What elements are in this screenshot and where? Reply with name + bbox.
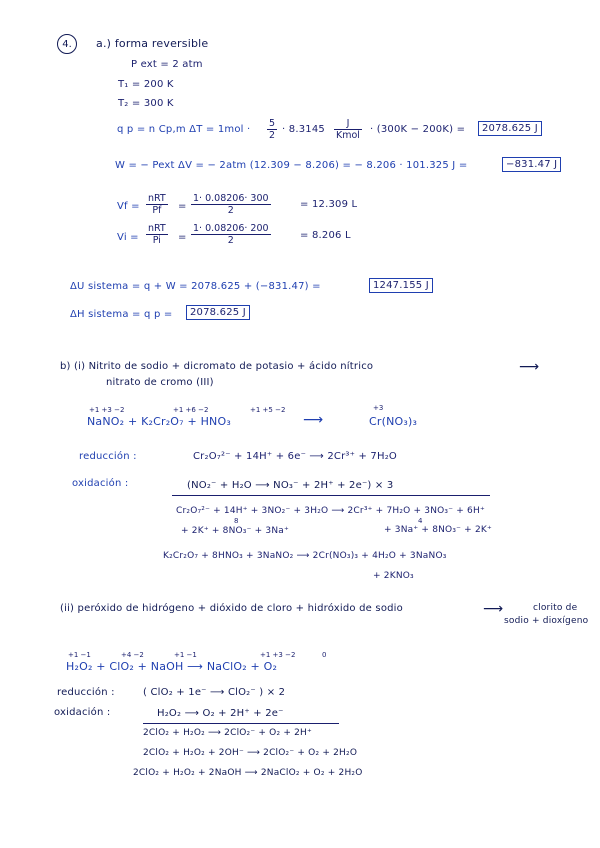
oxidation-equation: (NO₂⁻ + H₂O ⟶ NO₃⁻ + 2H⁺ + 2e⁻) × 3 <box>187 480 394 491</box>
t2-line: T₂ = 300 K <box>118 98 174 109</box>
vi-den2: 2 <box>227 235 234 246</box>
vf-frac2 <box>191 193 271 216</box>
part-b-i-title: b) (i) Nitrito de sodio + dicromato de potasio + ácido nítrico <box>60 361 374 372</box>
final-equation-1: K₂Cr₂O₇ + 8HNO₃ + 3NaNO₂ ⟶ 2Cr(NO₃)₃ + 4H₂O + 3NaNO₃ <box>163 551 447 561</box>
part-b-ii-title-r1: clorito de <box>533 603 578 613</box>
qp-unit <box>334 118 362 141</box>
problem-number <box>57 34 77 54</box>
ox2-o2: 0 <box>322 651 327 659</box>
reduction-label: reducción : <box>79 451 137 462</box>
sum-equation: Cr₂O₇²⁻ + 14H⁺ + 3NO₂⁻ + 3H₂O ⟶ 2Cr³⁺ + 7H₂O + 3NO₃⁻ + 6H⁺ <box>176 506 485 516</box>
sum2-line-3: 2ClO₂ + H₂O₂ + 2NaOH ⟶ 2NaClO₂ + O₂ + 2H₂O <box>133 768 363 778</box>
qp-tail: · (300K − 200K) = <box>370 124 466 135</box>
reduction2-equation: ( ClO₂ + 1e⁻ ⟶ ClO₂⁻ ) × 2 <box>143 687 286 698</box>
vi-result: = 8.206 L <box>300 230 351 241</box>
sum-under-4: 4 <box>418 517 423 525</box>
part-b-i-arrow: ⟶ <box>519 359 540 375</box>
pext-line: P ext = 2 atm <box>131 59 203 70</box>
w-result: −831.47 J <box>502 157 561 172</box>
vf-result: = 12.309 L <box>300 199 358 210</box>
qp-frac-num: 5 <box>269 118 276 129</box>
qp-unit-den: Kmol <box>336 130 360 141</box>
sum2-line-2: 2ClO₂ + H₂O₂ + 2OH⁻ ⟶ 2ClO₂⁻ + O₂ + 2H₂O <box>143 748 358 758</box>
ox2-h2o2: +1 −1 <box>68 651 91 659</box>
vi-frac2 <box>191 223 271 246</box>
final-equation-1b: + 2KNO₃ <box>373 571 414 581</box>
sum2-line-1: 2ClO₂ + H₂O₂ ⟶ 2ClO₂⁻ + O₂ + 2H⁺ <box>143 728 312 738</box>
part-b-ii-title: (ii) peróxido de hidrógeno + dióxido de cloro + hidróxido de sodio <box>60 603 403 614</box>
part-b-ii-arrow: ⟶ <box>483 601 504 617</box>
qp-equation: q p = n Cp,m ΔT = 1mol · <box>117 124 251 135</box>
ox2-naclo2: +1 +3 −2 <box>260 651 296 659</box>
spectator-right: + 3Na⁺ + 8NO₃⁻ + 2K⁺ <box>384 525 492 535</box>
ox-states-k2cr2o7: +1 +6 −2 <box>173 406 209 414</box>
part-b-i-title2: nitrato de cromo (III) <box>106 377 214 388</box>
qp-result: 2078.625 J <box>478 121 542 136</box>
eq2: H₂O₂ + ClO₂ + NaOH ⟶ NaClO₂ + O₂ <box>66 660 278 673</box>
reduction2-label: reducción : <box>57 687 115 698</box>
vf-den2: 2 <box>227 205 234 216</box>
equals-sign: = <box>178 201 187 212</box>
ox2-clo2: +4 −2 <box>121 651 144 659</box>
eq1-reactants: NaNO₂ + K₂Cr₂O₇ + HNO₃ <box>87 415 231 428</box>
qp-mid: · 8.3145 <box>282 124 325 135</box>
sum-under-8: 8 <box>234 517 239 525</box>
reduction-equation: Cr₂O₇²⁻ + 14H⁺ + 6e⁻ ⟶ 2Cr³⁺ + 7H₂O <box>193 451 397 462</box>
part-b-ii-title-r2: sodio + dioxígeno <box>504 616 589 626</box>
ox-states-nano2: +1 +3 −2 <box>89 406 125 414</box>
dh-result: 2078.625 J <box>186 305 250 320</box>
qp-frac-den: 2 <box>269 130 276 141</box>
vi-den1: Pi <box>152 235 161 246</box>
oxidation-label: oxidación : <box>72 478 129 489</box>
sum-line <box>172 495 490 496</box>
ox2-naoh: +1 −1 <box>174 651 197 659</box>
part-a-title: a.) forma reversible <box>96 37 209 50</box>
sum2-line <box>143 723 339 724</box>
problem-number-text: 4. <box>62 38 72 50</box>
vf-num2: 1· 0.08206· 300 <box>193 193 269 204</box>
oxidation2-label: oxidación : <box>54 707 111 718</box>
vi-num1: nRT <box>148 223 166 234</box>
ox-states-cr: +3 <box>373 404 384 412</box>
du-equation: ΔU sistema = q + W = 2078.625 + (−831.47) = <box>70 281 321 292</box>
vi-num2: 1· 0.08206· 200 <box>193 223 269 234</box>
qp-unit-num: J <box>346 118 350 129</box>
vf-num1: nRT <box>148 193 166 204</box>
spectator-left: + 2K⁺ + 8NO₃⁻ + 3Na⁺ <box>181 526 289 536</box>
vi-left: Vi = <box>117 232 139 243</box>
t1-line: T₁ = 200 K <box>118 79 174 90</box>
du-result: 1247.155 J <box>369 278 433 293</box>
vf-frac1 <box>146 193 168 216</box>
qp-fraction <box>267 118 277 141</box>
vf-left: Vf = <box>117 201 140 212</box>
eq1-product: Cr(NO₃)₃ <box>369 415 418 428</box>
ox-states-hno3: +1 +5 −2 <box>250 406 286 414</box>
vi-frac1 <box>146 223 168 246</box>
vf-den1: Pf <box>152 205 162 216</box>
dh-equation: ΔH sistema = q p = <box>70 309 173 320</box>
oxidation2-equation: H₂O₂ ⟶ O₂ + 2H⁺ + 2e⁻ <box>157 708 284 719</box>
equals-sign: = <box>178 232 187 243</box>
eq1-arrow: ⟶ <box>303 412 324 428</box>
w-equation: W = − Pext ΔV = − 2atm (12.309 − 8.206) = − 8.206 · 101.325 J = <box>115 160 468 171</box>
